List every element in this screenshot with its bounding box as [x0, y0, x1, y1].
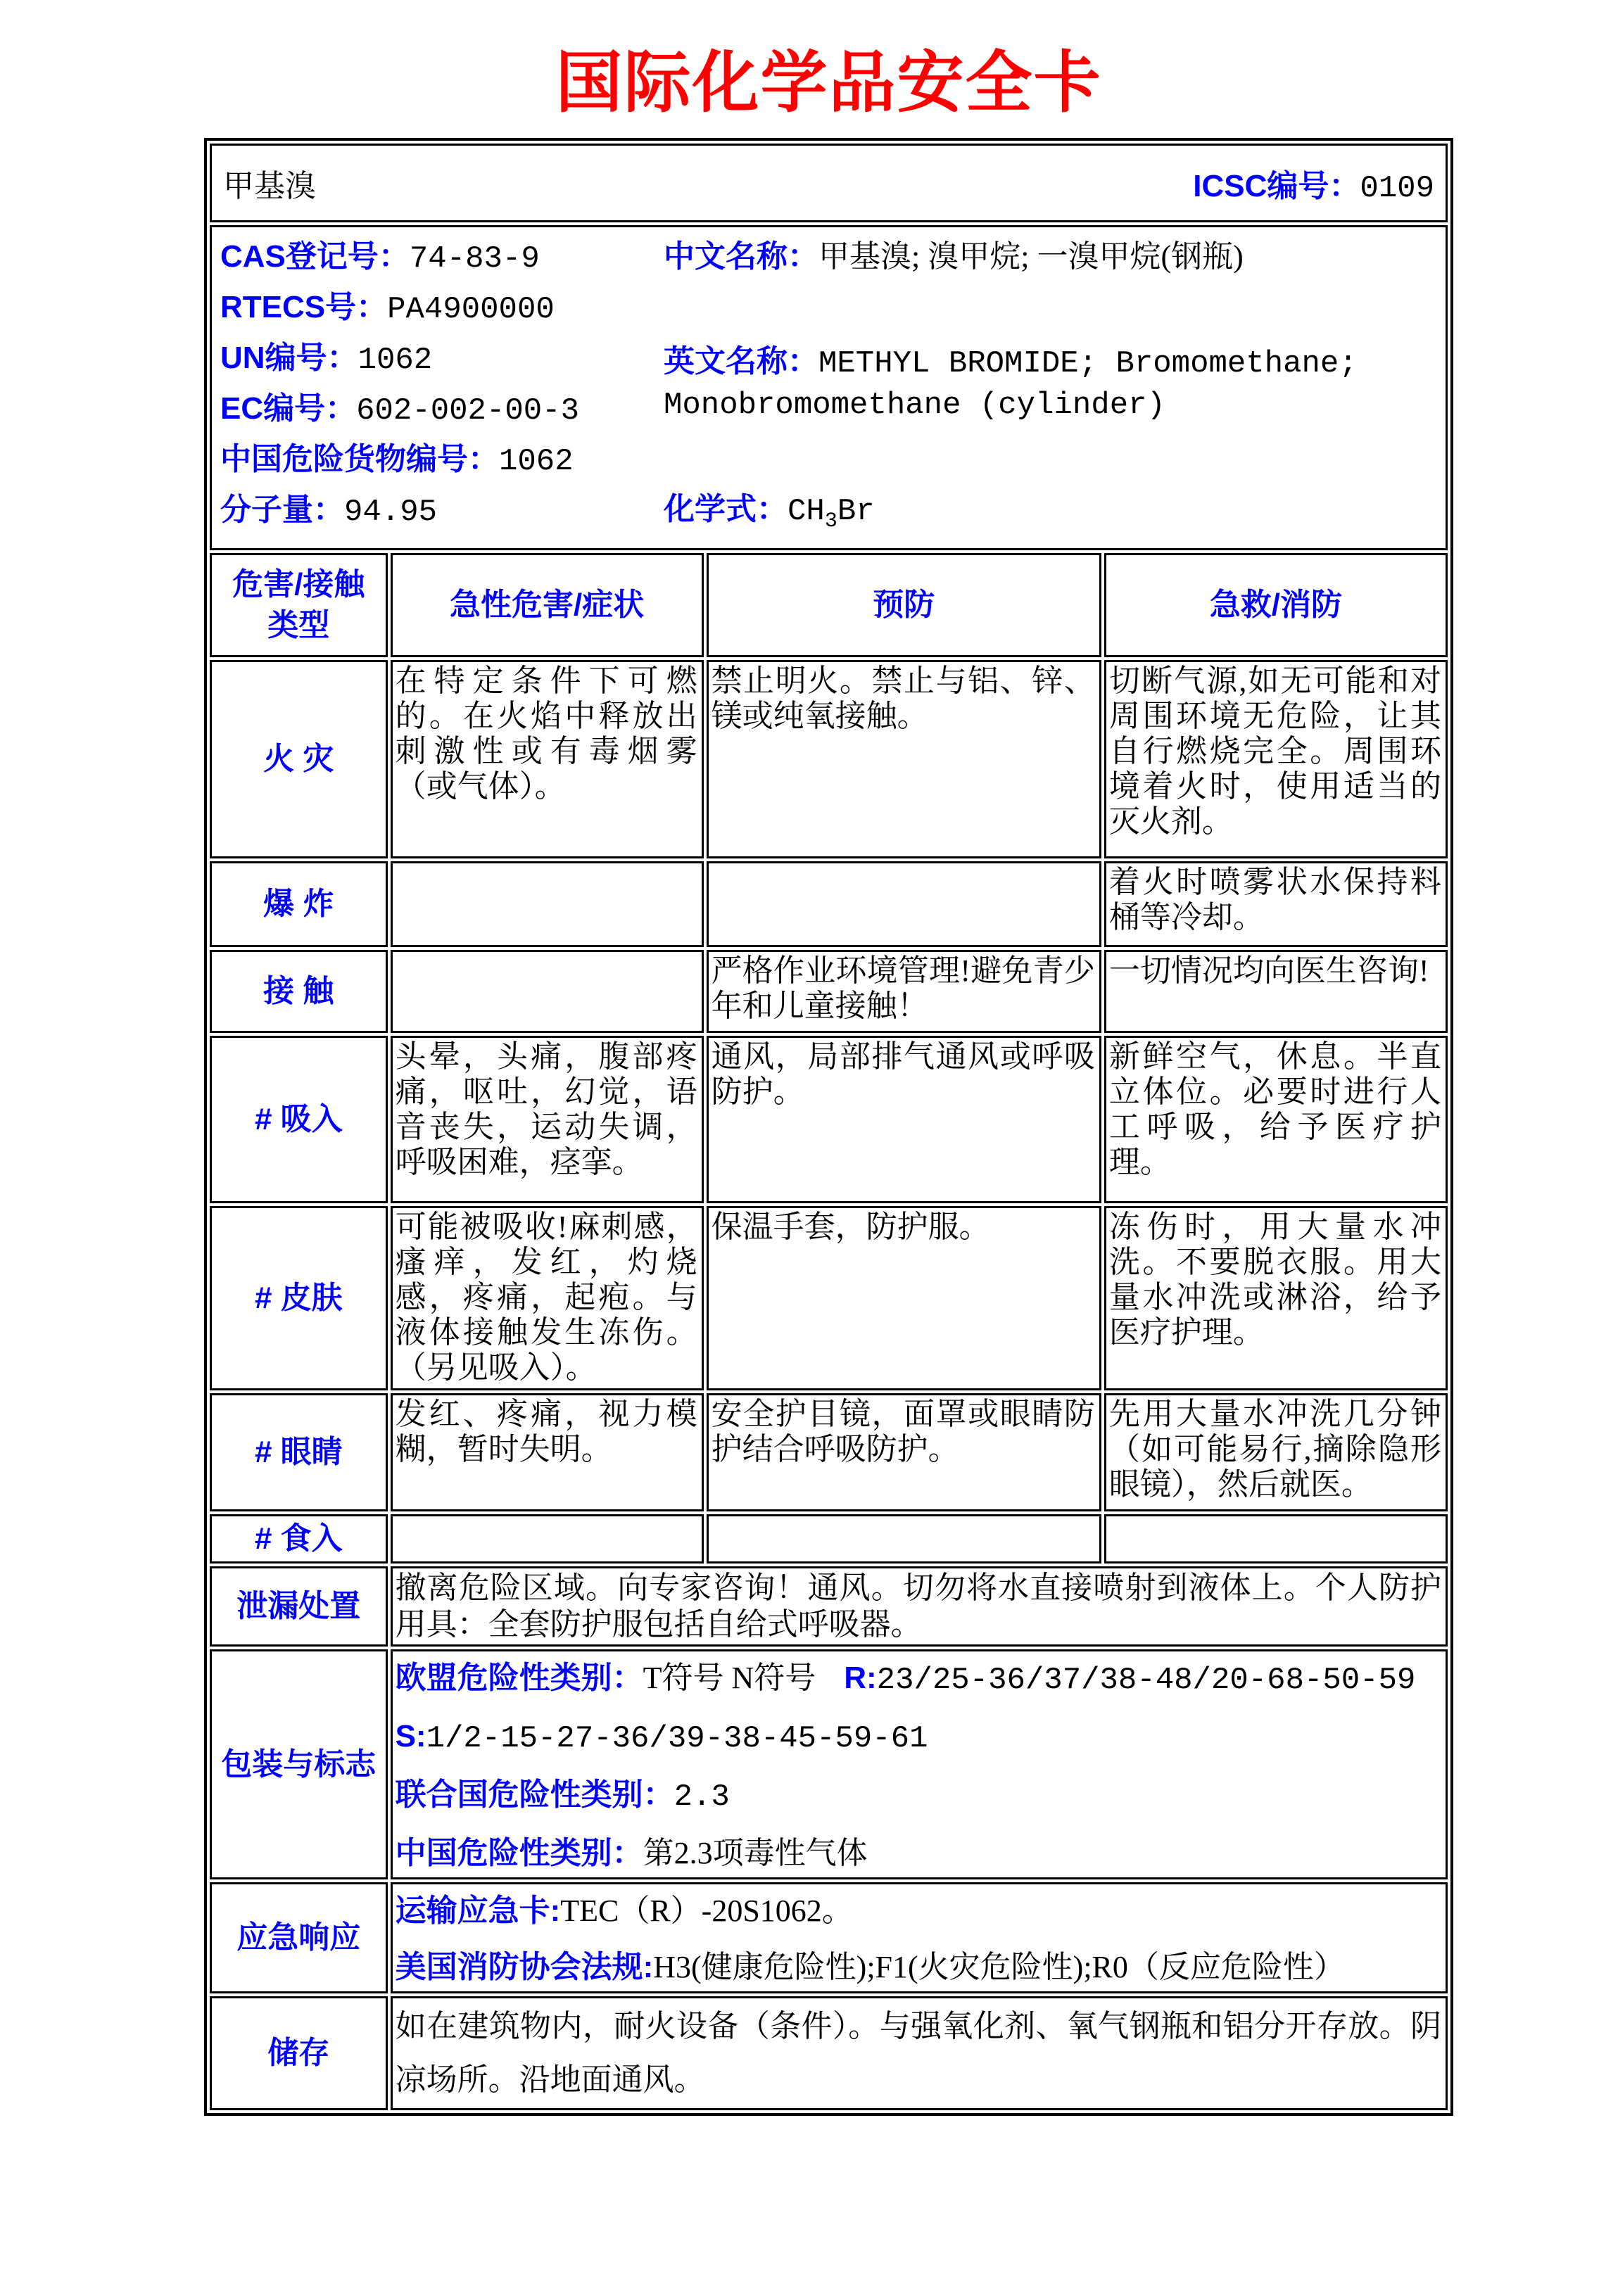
- icsc-number: 0109: [1360, 170, 1434, 206]
- s-phrases-line: S:1/2-15-27-36/39-38-45-59-61: [395, 1719, 928, 1756]
- hazard-row-inhalation: [210, 1036, 1448, 1203]
- card-header-cell: [210, 144, 1448, 222]
- fire-first-aid: 切断气源,如无可能和对周围环境无危险，让其自行燃烧完全。周围环境着火时，使用适当的灭火剂。: [1104, 660, 1448, 858]
- emergency-row: [210, 1882, 1448, 1993]
- identification-cell: [210, 225, 1448, 550]
- china-classification-line: 中国危险性类别：第2.3项毒性气体: [395, 1836, 868, 1870]
- row-label-exposure: 接 触: [210, 950, 388, 1033]
- row-label-skin: # 皮肤: [210, 1206, 388, 1390]
- un-number-line: UN编号：1062: [220, 341, 433, 378]
- row-label-explosion: 爆 炸: [210, 861, 388, 947]
- explosion-prevention: [707, 861, 1101, 947]
- china-dg-number-line: 中国危险货物编号：1062: [220, 442, 574, 479]
- fire-symptoms: 在特定条件下可燃的。在火焰中释放出刺激性或有毒烟雾（或气体）。: [391, 660, 704, 858]
- english-name-line: 英文名称：METHYL BROMIDE; Bromomethane; Monobromomethane (cylinder): [664, 343, 1358, 423]
- hazard-row-eyes: [210, 1393, 1448, 1511]
- ec-number-line: EC编号：602-002-00-3: [220, 391, 579, 429]
- hazard-header-type: 危害/接触 类型: [210, 553, 388, 657]
- molecular-weight-line: 分子量：94.95: [220, 493, 438, 530]
- eyes-first-aid: 先用大量水冲洗几分钟（如可能易行,摘除隐形眼镜），然后就医。: [1104, 1393, 1448, 1511]
- inhalation-first-aid: 新鲜空气，休息。半直立体位。必要时进行人工呼吸，给予医疗护理。: [1104, 1036, 1448, 1203]
- safety-card-table: [204, 138, 1453, 2116]
- row-label-storage: 储存: [210, 1996, 388, 2110]
- storage-content: 如在建筑物内，耐火设备（条件）。与强氧化剂、氧气钢瓶和铝分开存放。阴凉场所。沿地面通风。: [391, 1996, 1448, 2110]
- row-label-ingestion: # 食入: [210, 1514, 388, 1564]
- skin-symptoms: 可能被吸收!麻刺感，瘙痒，发红，灼烧感，疼痛，起疱。与液体接触发生冻伤。（另见吸入）。: [391, 1206, 704, 1390]
- explosion-symptoms: [391, 861, 704, 947]
- chinese-name-line: 中文名称：甲基溴; 溴甲烷; 一溴甲烷(钢瓶): [664, 239, 1244, 274]
- row-label-spill: 泄漏处置: [210, 1566, 388, 1647]
- row-label-eyes: # 眼睛: [210, 1393, 388, 1511]
- hazard-header-prevention: 预防: [707, 553, 1101, 657]
- un-classification-line: 联合国危险性类别：2.3: [395, 1777, 730, 1815]
- emergency-content: [391, 1882, 1448, 1993]
- spill-row: [210, 1566, 1448, 1647]
- identification-row: [210, 225, 1448, 550]
- card-header-row: [210, 144, 1448, 222]
- ingestion-prevention: [707, 1514, 1101, 1564]
- exposure-prevention: 严格作业环境管理!避免青少年和儿童接触！: [707, 950, 1101, 1033]
- page-title: 国际化学品安全卡: [555, 46, 1102, 120]
- packaging-content: [391, 1649, 1448, 1879]
- identification-right-column: [664, 237, 1439, 541]
- ingestion-symptoms: [391, 1514, 704, 1564]
- row-label-emergency: 应急响应: [210, 1882, 388, 1993]
- row-label-inhalation: # 吸入: [210, 1036, 388, 1203]
- hazard-row-ingestion: [210, 1514, 1448, 1564]
- icsc-number-group: [1193, 160, 1434, 206]
- skin-first-aid: 冻伤时，用大量水冲洗。不要脱衣服。用大量水冲洗或淋浴，给予医疗护理。: [1104, 1206, 1448, 1390]
- inhalation-prevention: 通风，局部排气通风或呼吸防护。: [707, 1036, 1101, 1203]
- exposure-first-aid: 一切情况均向医生咨询!: [1104, 950, 1448, 1033]
- chemical-formula-line: 化学式：$CH_3Br$: [664, 492, 875, 533]
- eyes-prevention: 安全护目镜，面罩或眼睛防护结合呼吸防护。: [707, 1393, 1101, 1511]
- eu-classification-line: 欧盟危险性类别：T符号 N符号 R:23/25-36/37/38-48/20-68-50-59: [395, 1661, 1416, 1698]
- ingestion-first-aid: [1104, 1514, 1448, 1564]
- rtecs-number-line: RTECS号：PA4900000: [220, 290, 555, 327]
- packaging-row: [210, 1649, 1448, 1879]
- skin-prevention: 保温手套，防护服。: [707, 1206, 1101, 1390]
- hazard-header-firstaid: 急救/消防: [1104, 553, 1448, 657]
- storage-row: [210, 1996, 1448, 2110]
- nfpa-code-line: 美国消防协会法规:H3(健康危险性);F1(火灾危险性);R0（反应危险性）: [395, 1950, 1345, 1984]
- identification-left-column: [220, 237, 664, 541]
- cas-number-line: CAS登记号：74-83-9: [220, 239, 540, 277]
- inhalation-symptoms: 头晕，头痛，腹部疼痛，呕吐，幻觉，语音丧失，运动失调，呼吸困难，痉挛。: [391, 1036, 704, 1203]
- substance-name: 甲基溴: [223, 169, 316, 203]
- row-label-packaging: 包装与标志: [210, 1649, 388, 1879]
- icsc-label: ICSC编号：: [1193, 168, 1360, 203]
- hazard-row-exposure: [210, 950, 1448, 1033]
- hazard-row-fire: [210, 660, 1448, 858]
- hazard-header-symptoms: 急性危害/症状: [391, 553, 704, 657]
- tec-card-line: 运输应急卡:TEC（R）-20S1062。: [395, 1894, 853, 1928]
- spill-content: 撤离危险区域。向专家咨询！通风。切勿将水直接喷射到液体上。个人防护用具：全套防护服包括自给式呼吸器。: [391, 1566, 1448, 1647]
- eyes-symptoms: 发红、疼痛，视力模糊，暂时失明。: [391, 1393, 704, 1511]
- hazard-row-skin: [210, 1206, 1448, 1390]
- hazard-row-explosion: [210, 861, 1448, 947]
- exposure-symptoms: [391, 950, 704, 1033]
- row-label-fire: 火 灾: [210, 660, 388, 858]
- explosion-first-aid: 着火时喷雾状水保持料桶等冷却。: [1104, 861, 1448, 947]
- fire-prevention: 禁止明火。禁止与铝、锌、镁或纯氧接触。: [707, 660, 1101, 858]
- hazard-header-row: [210, 553, 1448, 657]
